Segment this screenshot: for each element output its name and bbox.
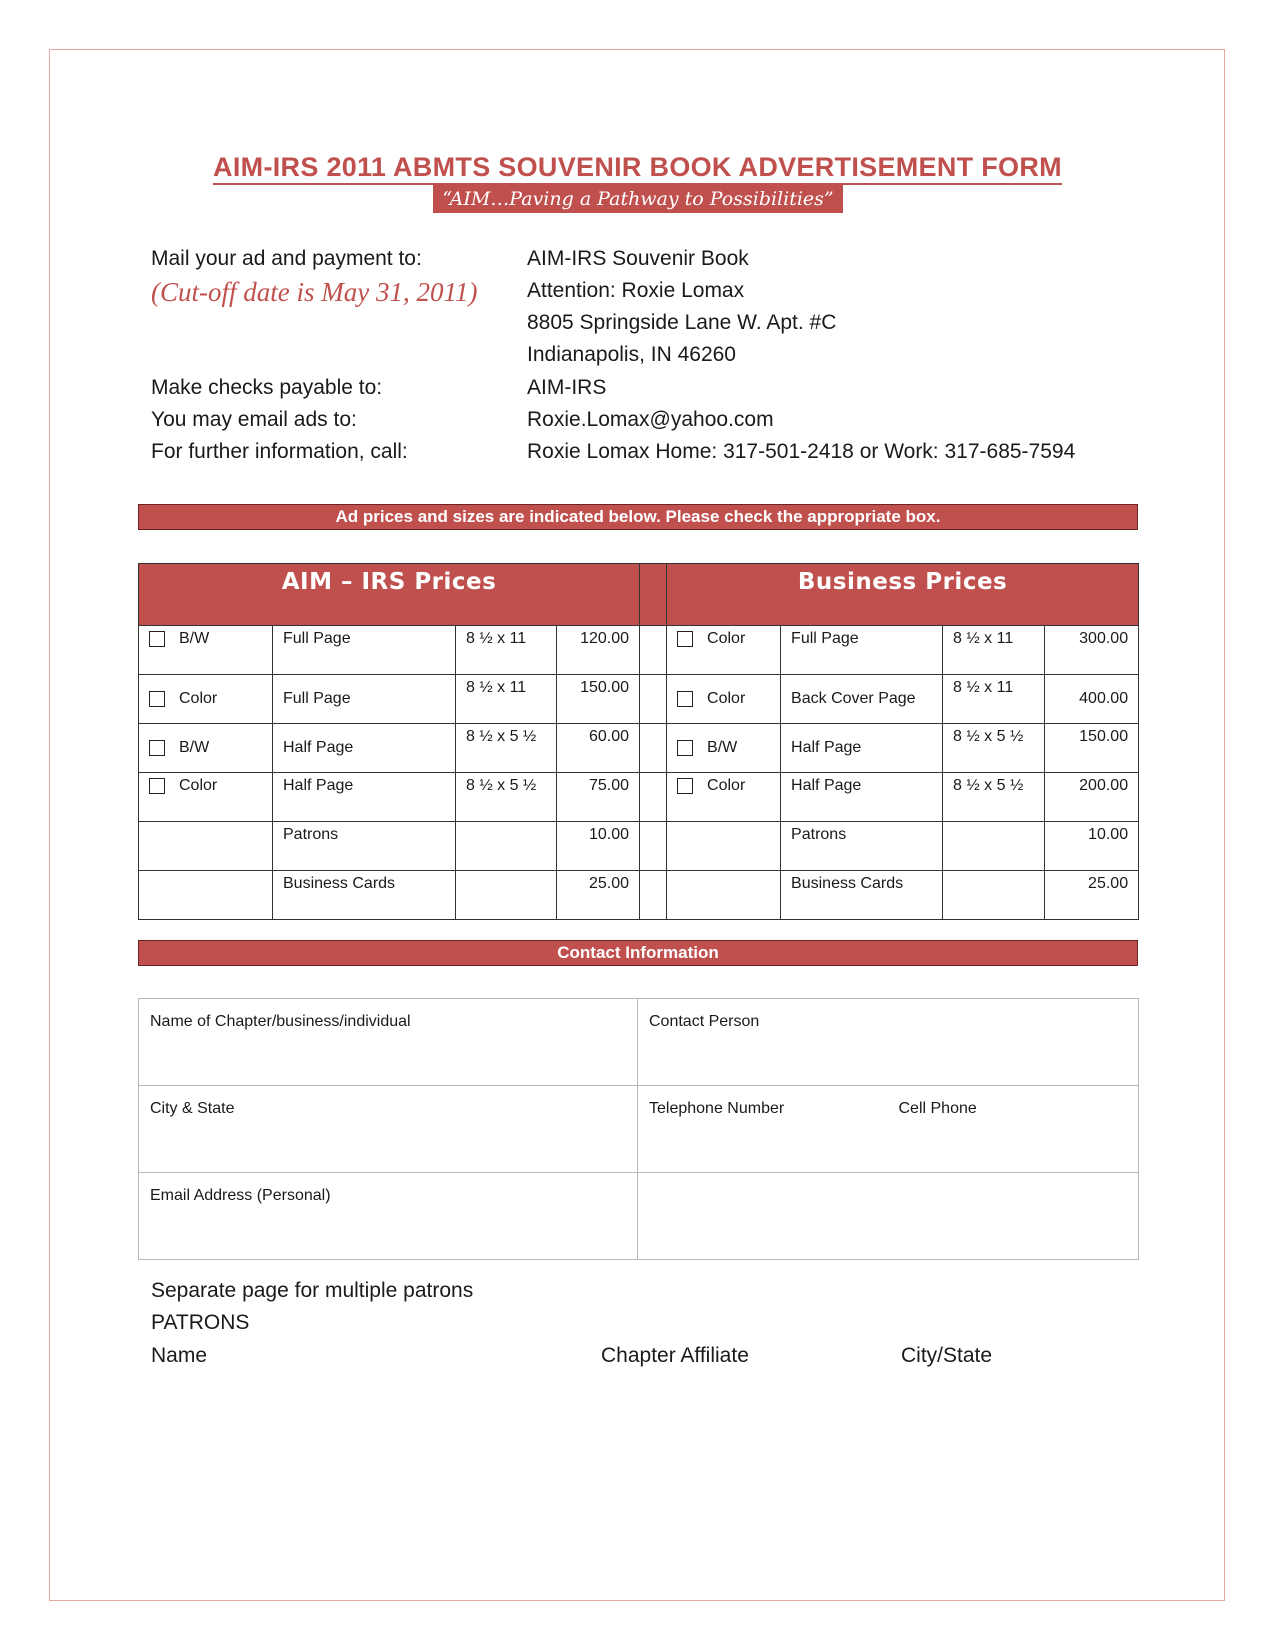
prices-header-row (139, 564, 1139, 626)
aim-row-type[interactable] (139, 626, 273, 675)
ad-size: 8 ½ x 5 ½ (943, 773, 1045, 822)
ad-type-label: B/W (179, 739, 210, 756)
ad-description: Business Cards (781, 871, 943, 920)
business-row-type[interactable] (667, 773, 781, 822)
column-gap (640, 626, 667, 675)
checkbox[interactable] (149, 740, 165, 756)
ad-size: 8 ½ x 11 (456, 675, 557, 724)
ad-description: Half Page (781, 724, 943, 773)
ad-description: Patrons (273, 822, 456, 871)
email-address-label: Email Address (Personal) (150, 1187, 331, 1204)
ad-description: Full Page (273, 675, 456, 724)
aim-row-type (139, 822, 273, 871)
ad-price: 150.00 (557, 675, 640, 724)
checkbox[interactable] (149, 691, 165, 707)
patrons-heading: PATRONS (151, 1311, 250, 1334)
email-label: You may email ads to: (151, 408, 357, 431)
address-line-1: AIM-IRS Souvenir Book (527, 247, 749, 270)
ad-size: 8 ½ x 11 (456, 626, 557, 675)
contact-person-label: Contact Person (649, 1013, 760, 1030)
checkbox[interactable] (677, 691, 693, 707)
ad-size (456, 871, 557, 920)
prices-banner: Ad prices and sizes are indicated below. Please check the appropriate box. (138, 504, 1138, 530)
price-row (139, 626, 1139, 675)
ad-price: 120.00 (557, 626, 640, 675)
patrons-col-city: City/State (901, 1344, 993, 1367)
price-row (139, 822, 1139, 871)
checkbox[interactable] (677, 740, 693, 756)
contact-table (138, 998, 1139, 1260)
ad-description: Full Page (273, 626, 456, 675)
mail-label: Mail your ad and payment to: (151, 247, 422, 270)
patrons-note: Separate page for multiple patrons (151, 1279, 474, 1302)
business-row-type (667, 871, 781, 920)
column-gap (640, 675, 667, 724)
chapter-name-field[interactable] (139, 999, 638, 1086)
ad-description: Back Cover Page (781, 675, 943, 724)
form-title: AIM-IRS 2011 ABMTS SOUVENIR BOOK ADVERTISEMENT FORM (0, 152, 1275, 183)
city-state-field[interactable] (139, 1086, 638, 1173)
business-row-type (667, 822, 781, 871)
ad-price: 400.00 (1045, 675, 1139, 724)
ad-type-label: B/W (707, 739, 738, 756)
column-gap (640, 871, 667, 920)
address-line-3: 8805 Springside Lane W. Apt. #C (527, 311, 837, 334)
empty-field[interactable] (638, 1173, 1139, 1260)
telephone-label: Telephone Number (649, 1100, 785, 1117)
ad-price: 150.00 (1045, 724, 1139, 773)
business-row-type[interactable] (667, 626, 781, 675)
patrons-col-name: Name (151, 1344, 208, 1367)
business-row-type[interactable] (667, 675, 781, 724)
ad-type-label: Color (179, 690, 218, 707)
price-row (139, 675, 1139, 724)
aim-prices-header: AIM – IRS Prices (139, 564, 640, 626)
chapter-name-label: Name of Chapter/business/individual (150, 1013, 411, 1030)
column-gap (640, 822, 667, 871)
checkbox[interactable] (149, 631, 165, 647)
ad-size: 8 ½ x 5 ½ (456, 724, 557, 773)
ad-description: Half Page (781, 773, 943, 822)
ad-price: 10.00 (557, 822, 640, 871)
call-label: For further information, call: (151, 440, 408, 463)
business-row-type[interactable] (667, 724, 781, 773)
ad-type-label: B/W (179, 630, 210, 647)
ad-price: 10.00 (1045, 822, 1139, 871)
checks-label: Make checks payable to: (151, 376, 383, 399)
ad-description: Half Page (273, 773, 456, 822)
address-line-4: Indianapolis, IN 46260 (527, 343, 736, 366)
ad-type-label: Color (707, 690, 746, 707)
business-prices-header: Business Prices (667, 564, 1139, 626)
price-row (139, 773, 1139, 822)
address-line-2: Attention: Roxie Lomax (527, 279, 745, 302)
call-value: Roxie Lomax Home: 317-501-2418 or Work: 317-685-7594 (527, 440, 1076, 463)
ad-description: Half Page (273, 724, 456, 773)
ad-size: 8 ½ x 11 (943, 675, 1045, 724)
ad-type-label: Color (707, 777, 746, 794)
email-field[interactable] (139, 1173, 638, 1260)
column-gap (640, 773, 667, 822)
ad-price: 25.00 (1045, 871, 1139, 920)
ad-type-label: Color (707, 630, 746, 647)
cell-phone-label: Cell Phone (898, 1100, 977, 1117)
ad-size (943, 871, 1045, 920)
ad-price: 300.00 (1045, 626, 1139, 675)
aim-row-type[interactable] (139, 675, 273, 724)
checkbox[interactable] (677, 631, 693, 647)
ad-size: 8 ½ x 5 ½ (943, 724, 1045, 773)
ad-size: 8 ½ x 5 ½ (456, 773, 557, 822)
ad-price: 25.00 (557, 871, 640, 920)
ad-price: 200.00 (1045, 773, 1139, 822)
ad-price: 75.00 (557, 773, 640, 822)
ad-size (943, 822, 1045, 871)
ad-size (456, 822, 557, 871)
prices-table (138, 563, 1139, 920)
city-state-label: City & State (150, 1100, 235, 1117)
column-gap (640, 564, 667, 626)
ad-size: 8 ½ x 11 (943, 626, 1045, 675)
email-value[interactable]: Roxie.Lomax@yahoo.com (527, 408, 774, 431)
aim-row-type[interactable] (139, 773, 273, 822)
ad-description: Full Page (781, 626, 943, 675)
cell-phone-field[interactable] (888, 1086, 1139, 1173)
patrons-col-chapter: Chapter Affiliate (601, 1344, 749, 1367)
contact-banner: Contact Information (138, 940, 1138, 966)
aim-row-type (139, 871, 273, 920)
ad-description: Patrons (781, 822, 943, 871)
checks-value: AIM-IRS (527, 376, 607, 399)
price-row (139, 724, 1139, 773)
contact-person-field[interactable] (638, 999, 1139, 1086)
ad-type-label: Color (179, 777, 218, 794)
ad-description: Business Cards (273, 871, 456, 920)
aim-row-type[interactable] (139, 724, 273, 773)
column-gap (640, 724, 667, 773)
checkbox[interactable] (677, 778, 693, 794)
telephone-field[interactable] (638, 1086, 888, 1173)
cutoff-date: (Cut-off date is May 31, 2011) (151, 277, 478, 307)
price-row (139, 871, 1139, 920)
ad-price: 60.00 (557, 724, 640, 773)
checkbox[interactable] (149, 778, 165, 794)
tagline: “AIM…Paving a Pathway to Possibilities” (433, 185, 843, 213)
